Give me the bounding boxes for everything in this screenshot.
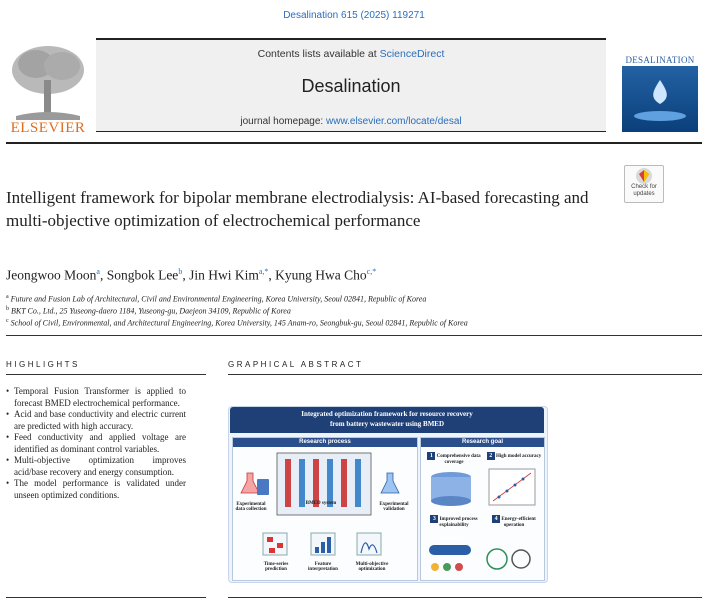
article-title: Intelligent framework for bipolar membrane electrodialysis: AI-based forecasting and multi-objective optimization of electrochemical performance bbox=[6, 188, 589, 230]
ga-goal-text: Comprehensive data coverage bbox=[436, 454, 481, 465]
cover-title: DESALINATION bbox=[625, 55, 695, 65]
ga-label: Feature interpretation bbox=[308, 562, 338, 572]
contents-line bbox=[96, 48, 606, 60]
research-goal-diagram bbox=[421, 447, 544, 580]
ga-title-line: Integrated optimization framework for resource recovery bbox=[301, 410, 473, 418]
publisher-wordmark[interactable]: ELSEVIER bbox=[10, 120, 86, 136]
affiliation bbox=[6, 294, 696, 304]
highlight-item: • The model performance is validated under unseen optimized conditions. bbox=[6, 478, 186, 501]
author-name[interactable]: Songbok Lee bbox=[106, 267, 179, 283]
check-for-updates-label: Check for updates bbox=[631, 184, 657, 197]
highlights-bottom-rule bbox=[6, 597, 206, 598]
header-bottom-rule bbox=[96, 131, 606, 132]
affiliation-marker: c bbox=[6, 318, 9, 324]
highlights-heading: HIGHLIGHTS bbox=[6, 360, 80, 369]
ga-goal-number: 3 bbox=[430, 515, 438, 523]
ga-label: Time-series prediction bbox=[263, 562, 289, 572]
journal-citation[interactable]: Desalination 615 (2025) 119271 bbox=[283, 10, 425, 21]
header-divider bbox=[6, 142, 702, 144]
affiliation-text: Future and Fusion Lab of Architectural, Civil and Environmental Engineering, Korea University, Seoul 02841, Republic of Korea bbox=[10, 294, 427, 304]
author-affiliation-marker[interactable]: a,* bbox=[258, 267, 269, 276]
highlights-rule bbox=[6, 374, 206, 375]
ga-goal-text: High model accuracy bbox=[495, 454, 542, 459]
homepage-line bbox=[96, 116, 606, 127]
ga-goal-text: Energy-efficient operation bbox=[501, 517, 536, 528]
ga-goal-item bbox=[486, 452, 542, 460]
author-affiliation-marker[interactable]: c,* bbox=[366, 267, 377, 276]
ga-goal-number: 2 bbox=[487, 452, 495, 460]
highlight-item: • Multi-objective optimization improves acid/base recovery and energy consumption. bbox=[6, 455, 186, 478]
homepage-prefix: journal homepage: bbox=[240, 116, 326, 127]
affiliation-marker: a bbox=[6, 294, 9, 300]
ga-explainability-label: Explainability bbox=[433, 537, 465, 542]
graphical-abstract-rule bbox=[228, 374, 702, 375]
ga-panel-heading: Research process bbox=[233, 438, 417, 447]
ga-goal-item bbox=[424, 452, 484, 465]
author-name[interactable]: Jeongwoo Moon bbox=[6, 267, 97, 283]
author-affiliation-marker[interactable]: a bbox=[96, 267, 100, 276]
graphical-abstract-bottom-rule bbox=[228, 597, 702, 598]
journal-homepage-link[interactable]: www.elsevier.com/locate/desal bbox=[326, 116, 462, 127]
author-affiliation-marker[interactable]: b bbox=[178, 267, 183, 276]
journal-title: Desalination bbox=[301, 76, 401, 96]
author-name[interactable]: Jin Hwi Kim bbox=[189, 267, 259, 283]
ga-panel-heading: Research goal bbox=[421, 438, 544, 447]
affiliation bbox=[6, 318, 696, 328]
highlight-item: • Feed conductivity and applied voltage are identified as dominant control variables. bbox=[6, 432, 186, 455]
bmed-process-diagram bbox=[233, 447, 417, 580]
ga-label: Experimental validation bbox=[379, 502, 409, 512]
water-drop-icon bbox=[622, 40, 698, 132]
author-name[interactable]: Kyung Hwa Cho bbox=[275, 267, 367, 283]
author-list: Jeongwoo Moon$^a$, Songbok Lee$^b$, Jin Hwi Kim$^{a,*}$, Kyung Hwa Cho$^{c,*}$ bbox=[6, 267, 377, 283]
affiliation-text: School of Civil, Environmental, and Architectural Engineering, Korea University, 145 Anam-ro, Seongbuk-gu, Seoul 02841, Republic of Korea bbox=[10, 318, 468, 328]
header-top-rule bbox=[96, 38, 606, 40]
affiliation-marker: b bbox=[6, 306, 9, 312]
ga-bmed-label: BMED system bbox=[305, 501, 337, 506]
graphical-abstract-heading: GRAPHICAL ABSTRACT bbox=[228, 360, 364, 369]
ga-goal-item bbox=[486, 515, 542, 528]
ga-goal-number: 1 bbox=[427, 452, 435, 460]
journal-cover-thumbnail[interactable] bbox=[622, 40, 698, 132]
highlights-list bbox=[6, 386, 186, 501]
affiliation bbox=[6, 306, 696, 316]
crossmark-icon bbox=[625, 166, 663, 186]
affiliation-text: BKT Co., Ltd., 25 Yuseong-daero 1184, Yuseong-gu, Daejeon 34109, Republic of Korea bbox=[11, 306, 291, 316]
ga-goal-item bbox=[424, 515, 484, 528]
affiliation-divider bbox=[6, 335, 702, 336]
highlight-item: • Acid and base conductivity and electric current are predicted with high accuracy. bbox=[6, 409, 186, 432]
ga-goal-number: 4 bbox=[492, 515, 500, 523]
ga-label: Experimental data collection bbox=[235, 502, 267, 512]
ga-title-line: from battery wastewater using BMED bbox=[329, 420, 445, 428]
ga-label: Multi-objective optimization bbox=[355, 562, 389, 572]
ga-goal-text: Improved process explainability bbox=[439, 517, 478, 528]
contents-prefix: Contents lists available at bbox=[257, 48, 380, 60]
highlight-item: • Temporal Fusion Transformer is applied to forecast BMED electrochemical performance. bbox=[6, 386, 186, 409]
sciencedirect-link[interactable]: ScienceDirect bbox=[379, 48, 445, 60]
